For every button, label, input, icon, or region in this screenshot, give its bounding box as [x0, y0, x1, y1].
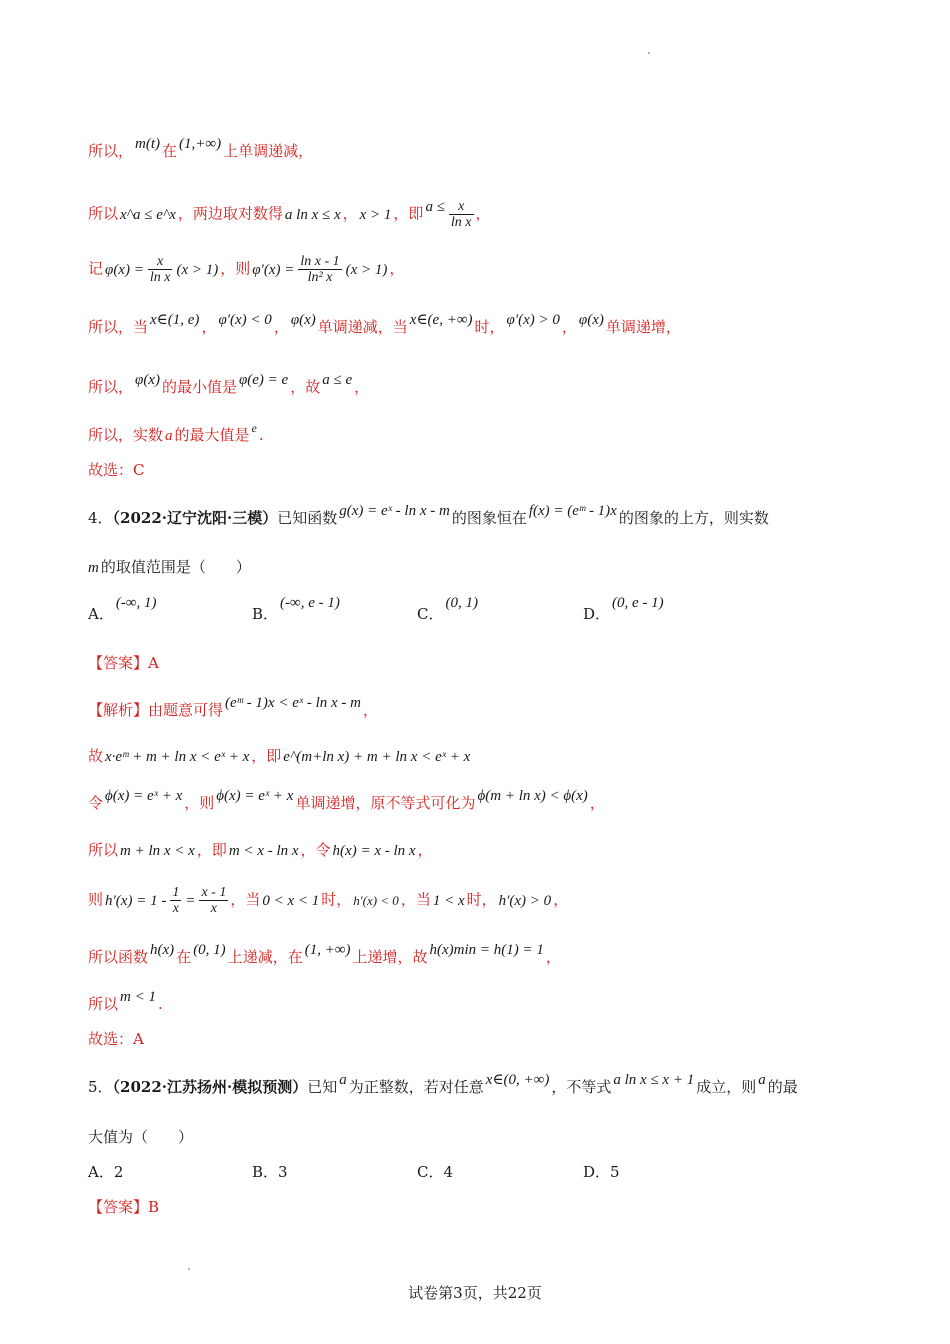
math: x > 1 — [359, 206, 392, 223]
text: ， — [354, 378, 370, 396]
question-5-line-1 — [88, 1072, 798, 1099]
numerator: 1 — [172, 885, 180, 900]
text: ，不等式 — [551, 1078, 612, 1096]
fraction — [148, 254, 173, 285]
answer-label: 【答案】A — [88, 654, 159, 672]
analysis-line-4 — [88, 839, 433, 862]
text: 单调递增， — [605, 318, 681, 336]
math: f(x) = (eᵐ - 1)x — [528, 503, 617, 519]
option-value: 3 — [278, 1163, 288, 1181]
text: 为正整数，若对任意 — [348, 1078, 484, 1096]
text: ， — [589, 794, 605, 812]
text: 故 — [88, 747, 104, 765]
math: e — [251, 421, 257, 435]
text: ， — [273, 318, 289, 336]
math: m(t) — [135, 136, 161, 152]
option-label: B． — [252, 605, 279, 623]
numerator: x — [148, 254, 173, 270]
math: e^(m+ln x) + m + ln x < eˣ + x — [283, 749, 471, 765]
solution-line-7 — [88, 459, 144, 481]
text: ， — [363, 701, 379, 719]
math: a ≤ e — [322, 372, 353, 388]
math: a ≤ — [425, 198, 445, 215]
option-a — [88, 595, 159, 624]
text: 大值为（ ） — [88, 1128, 194, 1146]
math: h′(x) < 0 — [353, 892, 399, 908]
math: a ln x ≤ x — [284, 206, 341, 223]
text: 的最 — [767, 1078, 798, 1096]
text: ， — [553, 890, 569, 909]
math: (eᵐ - 1)x < eˣ - ln x - m — [225, 695, 361, 711]
math: 0 < x < 1 — [262, 892, 320, 909]
text: . — [157, 995, 163, 1013]
text: 在 — [162, 142, 178, 160]
page-footer: 试卷第3页，共22页 — [408, 1284, 542, 1302]
option-label: A． — [88, 605, 114, 623]
solution-line-4 — [88, 312, 681, 339]
math: = — [185, 892, 196, 909]
math: h′(x) = 1 - — [105, 892, 167, 909]
text: ，即 — [393, 204, 424, 223]
option-b — [252, 595, 342, 624]
question-5-line-2 — [88, 1126, 193, 1148]
math: h(x) — [150, 942, 175, 958]
analysis-line-2 — [88, 745, 472, 768]
math: m + ln x < x — [120, 843, 195, 859]
text: ，故 — [290, 378, 321, 396]
math: a — [165, 428, 173, 444]
numerator: ln x - 1 — [300, 254, 340, 269]
denominator: ln x — [450, 215, 472, 230]
text: ，当 — [400, 890, 431, 909]
math: g(x) = eˣ - ln x - m — [339, 503, 450, 519]
math: x∈(1, e) — [150, 312, 200, 328]
text: 单调递增，原不等式可化为 — [295, 794, 476, 812]
fraction — [199, 885, 228, 916]
text: 单调递减，当 — [317, 318, 408, 336]
text: 的最小值是 — [161, 378, 237, 396]
option-label: C． — [417, 1163, 444, 1181]
math: h′(x) > 0 — [498, 892, 552, 909]
math: x∈(0, +∞) — [485, 1072, 550, 1088]
analysis-line-7 — [88, 989, 163, 1016]
answer-choice: 故选：C — [88, 461, 145, 479]
math: (1, +∞) — [304, 942, 351, 958]
analysis-label: 【解析】 — [88, 701, 149, 719]
answer-choice: 故选：A — [88, 1030, 144, 1048]
fraction — [449, 199, 474, 230]
answer-label: 【答案】B — [88, 1198, 160, 1216]
text: ， — [561, 318, 577, 336]
solution-line-6 — [88, 421, 264, 447]
text: ， — [475, 204, 491, 223]
analysis-line-6 — [88, 942, 561, 969]
denominator: x — [172, 901, 179, 916]
text: 由题意可得 — [148, 701, 224, 719]
math: a — [758, 1072, 766, 1088]
text: ， — [342, 204, 358, 223]
denominator: ln x — [149, 270, 171, 285]
text: ，则 — [184, 794, 215, 812]
math: (x > 1) — [345, 261, 388, 278]
option-value: 2 — [113, 1163, 124, 1181]
math: φ′(x) < 0 — [218, 312, 272, 328]
option-value: 4 — [443, 1163, 454, 1181]
math: (1,+∞) — [179, 136, 222, 152]
text: 所以 — [88, 204, 119, 223]
text: ，即 — [196, 841, 227, 859]
text: 所以 — [88, 841, 119, 859]
option-label: A． — [88, 1163, 114, 1181]
text: 在 — [176, 948, 192, 966]
option-value: 5 — [610, 1163, 620, 1181]
denominator: ln² x — [307, 270, 333, 285]
math: φ(e) = e — [238, 372, 289, 388]
text: ， — [201, 318, 217, 336]
option-value: (-∞, e - 1) — [280, 595, 340, 611]
math: m — [88, 560, 99, 576]
option-d — [583, 595, 666, 624]
numerator: x - 1 — [201, 885, 227, 900]
text: ，当 — [230, 890, 261, 909]
math: (x > 1) — [176, 261, 219, 278]
answer-5 — [88, 1196, 159, 1218]
option-label: D． — [583, 605, 611, 623]
option-label: B． — [252, 1163, 279, 1181]
scan-dot — [188, 1268, 190, 1270]
option-d — [583, 1161, 620, 1182]
math: ϕ(x) = eˣ + x — [105, 788, 183, 804]
math: x^a ≤ e^x — [120, 206, 176, 223]
question-number: 5． — [88, 1078, 113, 1096]
analysis-line-8 — [88, 1028, 144, 1050]
text: ， — [389, 259, 405, 278]
question-source: （2022·江苏扬州·模拟预测） — [112, 1078, 308, 1096]
text: . — [258, 426, 264, 444]
text: 所以，当 — [88, 318, 149, 336]
option-value: (-∞, 1) — [115, 595, 157, 611]
text: ， — [545, 948, 561, 966]
math: m < x - ln x — [228, 843, 299, 859]
text: 成立，则 — [696, 1078, 757, 1096]
numerator: x — [449, 199, 474, 215]
option-value: (0, e - 1) — [612, 595, 664, 611]
option-b — [252, 1161, 288, 1182]
text: 所以， — [88, 378, 134, 396]
text: 上单调递减， — [223, 142, 314, 160]
option-c — [417, 1161, 453, 1182]
math: (0, 1) — [193, 942, 226, 958]
text: 令 — [88, 794, 104, 812]
option-label: C． — [417, 605, 444, 623]
text: ，令 — [300, 841, 331, 859]
math: x∈(e, +∞) — [409, 312, 473, 328]
answer-4 — [88, 652, 159, 674]
math: ϕ(x) = eˣ + x — [216, 788, 294, 804]
question-number: 4． — [88, 509, 113, 527]
text: ，则 — [220, 259, 251, 278]
math: φ(x) — [578, 312, 604, 328]
text: 所以 — [88, 995, 119, 1013]
text: 时， — [466, 890, 497, 909]
denominator: x — [210, 901, 217, 916]
option-a — [88, 1161, 123, 1182]
text: 的最大值是 — [174, 426, 250, 444]
math: x·eᵐ + m + ln x < eˣ + x — [105, 749, 250, 765]
solution-line-5 — [88, 372, 370, 399]
math: φ(x) — [290, 312, 316, 328]
solution-line-1 — [88, 136, 314, 163]
scan-dot — [648, 52, 650, 54]
analysis-line-1 — [88, 695, 379, 722]
math: φ′(x) > 0 — [506, 312, 560, 328]
math: 1 < x — [432, 892, 465, 909]
analysis-line-3 — [88, 788, 605, 815]
question-source: （2022·辽宁沈阳·三模） — [112, 509, 278, 527]
math: φ(x) = — [105, 261, 144, 278]
text: ， — [417, 841, 433, 859]
text: 的图象的上方，则实数 — [618, 509, 769, 527]
text: 已知 — [307, 1078, 338, 1096]
math: a ln x ≤ x + 1 — [613, 1072, 695, 1088]
math: h(x) = x - ln x — [332, 843, 416, 859]
text: 所以函数 — [88, 948, 149, 966]
fraction — [170, 885, 181, 916]
text: 已知函数 — [277, 509, 338, 527]
analysis-line-5 — [88, 885, 568, 916]
math: ϕ(m + ln x) < ϕ(x) — [477, 788, 588, 804]
text: 上递减，在 — [227, 948, 303, 966]
text: 记 — [88, 259, 104, 278]
text: 所以， — [88, 142, 134, 160]
text: 时， — [321, 890, 352, 909]
text: 所以，实数 — [88, 426, 164, 444]
text: 则 — [88, 890, 104, 909]
option-c — [417, 595, 480, 624]
text: 的图象恒在 — [451, 509, 527, 527]
solution-line-2 — [88, 199, 491, 230]
text: ，两边取对数得 — [177, 204, 283, 223]
fraction — [298, 254, 341, 285]
option-value: (0, 1) — [445, 595, 478, 611]
math: φ′(x) = — [252, 261, 295, 278]
math: φ(x) — [135, 372, 160, 388]
math: a — [339, 1072, 347, 1088]
text: 上递增，故 — [352, 948, 428, 966]
solution-line-3 — [88, 254, 404, 285]
text: ，即 — [251, 747, 282, 765]
question-4-line-2 — [88, 556, 251, 579]
question-4-line-1 — [88, 503, 769, 530]
text: 的取值范围是（ ） — [100, 558, 251, 576]
math: m < 1 — [120, 989, 156, 1005]
math: h(x)min = h(1) = 1 — [429, 942, 544, 958]
text: 时， — [474, 318, 505, 336]
option-label: D． — [583, 1163, 611, 1181]
